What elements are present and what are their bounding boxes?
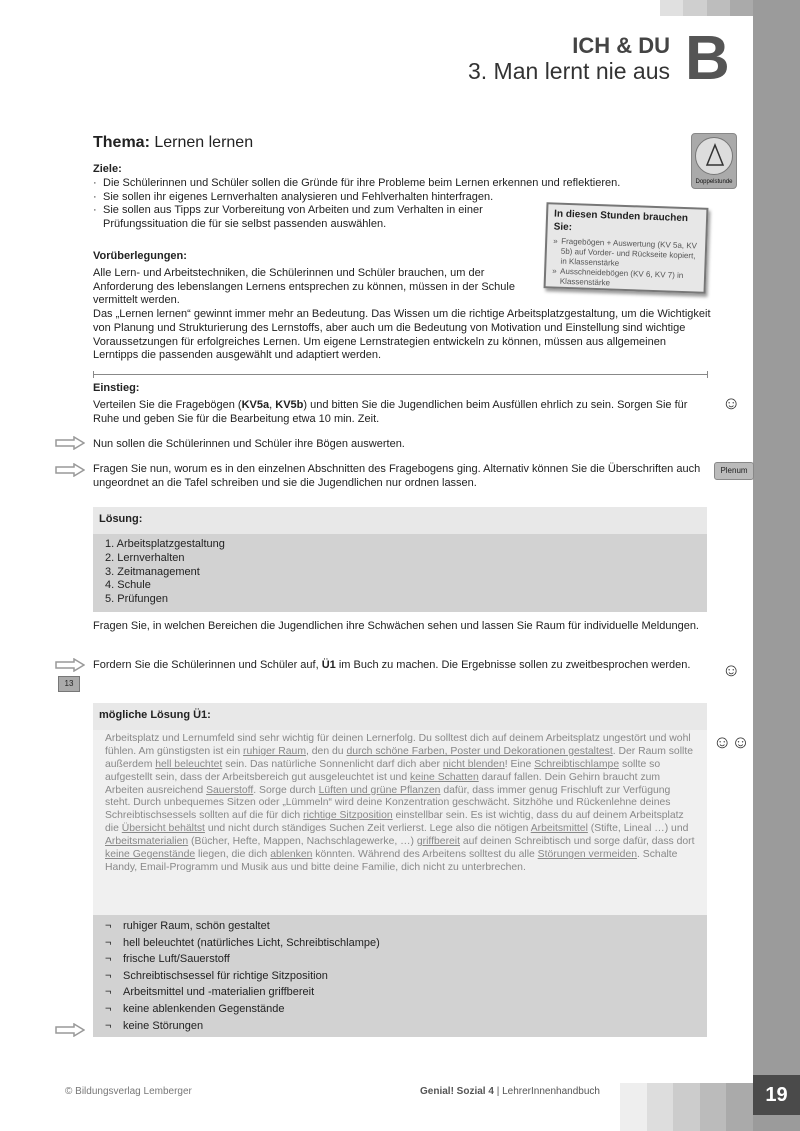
intro-section <box>93 382 713 426</box>
solution-keyword: Lüften und grüne Pflanzen <box>318 784 441 796</box>
solution-text-part: . Der Raum sollte außerdem <box>105 745 693 770</box>
plenum-badge: Plenum <box>714 462 754 480</box>
summary-item <box>105 1020 695 1037</box>
solution-keyword: richtige Sitzposition <box>303 810 393 822</box>
solution-text-part: . Sorge durch <box>253 784 319 796</box>
list-mark: ¬ <box>105 1002 112 1015</box>
solution-text-part: liegen, die dich <box>195 849 271 861</box>
solution-keyword: griffbereit <box>416 836 461 848</box>
solution-keyword: keine Schatten <box>409 771 479 783</box>
theme-heading <box>93 133 253 153</box>
list-mark: ¬ <box>105 1019 112 1032</box>
solution-text-part: dafür, dass immer genug Frischluft zur Verfügung steht. Durch unbequemes Sitzen oder „Lümmeln“ wird deine Konzentration geschwächt. Sitzhöhe und Rückenlehne deines Schreibtischsessels sollten auf die für dich <box>105 784 671 822</box>
note-title: In diesen Stunden brauchen Sie: <box>553 208 689 233</box>
side-bar <box>753 0 800 1131</box>
list-mark: ¬ <box>105 969 112 982</box>
prelim-text-2: Das „Lernen lernen“ gewinnt immer mehr an Bedeutung. Das Wissen um die richtige Arbeitsplatzgestaltung, um die Wichtigkeit von Planung und Strukturierung des Lernstoffs, aber auch um die Bedeutung von Motivation und Einstellung sind wichtige Voraussetzungen für erfolgreiches Lernen. Um eigene Lernstrategien entwickeln zu können, müssen aus allgemeinen Lerntipps die passenden ausgewählt und adaptiert werden. <box>93 308 711 362</box>
arrow-right-icon <box>55 436 85 450</box>
solution-keyword: hell beleuchtet <box>155 758 223 770</box>
solution-list <box>93 534 707 612</box>
list-mark: ¬ <box>105 986 112 999</box>
solution-item: 2. Lernverhalten <box>105 551 185 564</box>
solution-text-part: auf deinen Schreibtisch und sorge dafür, dass dort <box>460 836 695 848</box>
solution-text-part: . Schalte Handy, Email-Programm und Musik aus und bitte deine Familie, dich nicht zu unterbrechen. <box>105 849 678 873</box>
chapter-subtitle: 3. Man lernt nie aus <box>467 58 670 84</box>
theme-label: Thema: <box>93 134 150 151</box>
note-item: » Fragebögen + Auswertung (KV 5a, KV 5b) auf Vorder- und Rückseite kopiert, in Klassenstärke <box>552 236 699 271</box>
summary-item-text: hell beleuchtet (natürliches Licht, Schreibtischlampe) <box>123 936 380 949</box>
task-text-part: im Buch zu machen. Die Ergebnisse sollen zu zweitbesprochen werden. <box>335 659 691 671</box>
solution-keyword: Störungen vermeiden <box>537 849 638 861</box>
solution-item: 1. Arbeitsplatzgestaltung <box>105 538 225 550</box>
solution-item: 4. Schule <box>105 579 151 592</box>
theme-value: Lernen lernen <box>154 134 254 151</box>
summary-item-text: frische Luft/Sauerstoff <box>123 953 230 966</box>
arrow-right-icon <box>55 1023 85 1037</box>
bottom-color-strip <box>620 1083 753 1131</box>
top-color-strip <box>660 0 753 16</box>
solution-text-part: (Bücher, Hefte, Mappen, Nachschlagewerke, …) <box>188 836 417 848</box>
solution-keyword: nicht blenden <box>442 758 505 770</box>
goals-heading: Ziele: <box>93 163 122 175</box>
solution-text <box>93 730 707 915</box>
double-smiley-icon: ☺☺ <box>713 732 750 752</box>
solution-text-part: , den du <box>306 745 347 757</box>
arrow-right-icon <box>55 463 85 477</box>
smiley-icon: ☺ <box>722 393 741 413</box>
list-mark: ¬ <box>105 920 112 932</box>
exercise-ref: Ü1 <box>321 659 336 671</box>
copyright: © Bildungsverlag Lemberger <box>65 1086 192 1097</box>
task-text-part: Fordern Sie die Schülerinnen und Schüler auf, <box>93 659 322 671</box>
solution-text-part: darauf fallen. Dein Gehirn braucht zum Arbeiten ausreichend <box>105 771 661 796</box>
book-name: LehrerInnenhandbuch <box>502 1086 600 1097</box>
page-number: 19 <box>753 1075 800 1115</box>
solution-keyword: Arbeitsmaterialien <box>105 836 189 848</box>
intro-text-2: Nun sollen die Schülerinnen und Schüler ihre Bögen auswerten. <box>93 438 405 450</box>
summary-item-text: keine Störungen <box>123 1019 204 1032</box>
summary-item <box>105 953 695 970</box>
summary-item <box>105 970 695 987</box>
list-mark: ¬ <box>105 936 112 949</box>
solution-keyword: durch schöne Farben, Poster und Dekorationen gestaltest <box>346 745 613 757</box>
section-letter: B <box>685 24 730 93</box>
goal-item: · Sie sollen aus Tipps zur Vorbereitung von Arbeiten und zum Verhalten in einer Prüfungssituation die für sie selbst passenden auswählen. <box>93 204 533 232</box>
solution-text-part: könnten. Während des Arbeitens solltest du alle <box>312 849 538 861</box>
smiley-icon: ☺ <box>722 660 741 680</box>
solution-text-part: sein. Das natürliche Sonnenlicht darf dich aber <box>222 758 443 770</box>
summary-item-text: keine ablenkenden Gegenstände <box>123 1002 285 1015</box>
intro-text-part: , <box>269 398 276 411</box>
intro-heading: Einstieg: <box>93 382 140 394</box>
task-text <box>93 659 713 673</box>
weakness-text: Fragen Sie, in welchen Bereichen die Jugendlichen ihre Schwächen sehen und lassen Sie Raum für individuelle Meldungen. <box>93 620 699 632</box>
book-page-badge: 13 <box>58 676 80 692</box>
intro-text-1 <box>93 399 713 427</box>
solution-keyword: Schreibtischlampe <box>534 758 620 770</box>
goal-item: · Die Schülerinnen und Schüler sollen die Gründe für ihre Probleme beim Lernen erkennen und reflektieren. <box>93 177 713 191</box>
summary-item <box>105 1003 695 1020</box>
summary-item <box>105 986 695 1003</box>
summary-item-text: Arbeitsmittel und -materialien griffbereit <box>123 986 315 999</box>
prelim-text-1: Alle Lern- und Arbeitstechniken, die Schülerinnen und Schüler brauchen, um der Anforderung des lebenslangen Lernens entsprechen zu können, müssen in der Schule vermittelt werden. <box>93 266 515 307</box>
brand: Genial! <box>420 1086 454 1097</box>
arrow-right-icon <box>55 658 85 672</box>
kv5b-ref: KV5b <box>275 398 304 411</box>
intro-text-part: Verteilen Sie die Fragebögen ( <box>93 398 242 411</box>
solution-text-part: Arbeitsplatz und Lernumfeld sind sehr wichtig für deinen Lernerfolg. Du solltest dich auf deinem Arbeitsplatz ungestört und wohl fühlen. Am günstigsten ist ein <box>105 733 691 757</box>
solution-keyword: Arbeitsmittel <box>530 823 588 835</box>
prelim-heading: Vorüberlegungen: <box>93 250 187 262</box>
solution-heading: Lösung: <box>93 507 707 534</box>
summary-item-text: Schreibtischsessel für richtige Sitzposition <box>123 969 328 982</box>
section-divider <box>93 374 708 375</box>
clock-label: Doppelstunde <box>695 178 733 185</box>
chapter-title: ICH & DU <box>572 33 670 58</box>
solution-keyword: Sauerstoff <box>206 784 254 796</box>
solution-keyword: keine Gegenstände <box>105 849 196 861</box>
summary-item <box>105 937 695 954</box>
goal-item: · Sie sollen ihr eigenes Lernverhalten analysieren und Fehlverhalten hinterfragen. <box>93 191 533 205</box>
separator: | <box>493 1086 503 1097</box>
solution-keyword: Übersicht behältst <box>121 823 205 835</box>
intro-text-part: ) und bitten Sie die Jugendlichen beim Ausfüllen ehrlich zu sein. Sorgen Sie für Ruhe und geben Sie für die Bearbeitung etwa 10 min. Zeit. <box>93 398 688 425</box>
summary-item <box>105 920 695 937</box>
series: Sozial 4 <box>453 1086 494 1097</box>
solution-text-part: einstellbar sein. Es ist wichtig, dass du auf deinem Arbeitsplatz die <box>105 810 684 835</box>
intro-text-3: Fragen Sie nun, worum es in den einzelnen Abschnitten des Fragebogens ging. Alternativ können Sie die Überschriften auch ungeordnet an die Tafel schreiben und sie die Jugendlichen nur ordnen lassen. <box>93 463 701 489</box>
prelim-section <box>93 250 713 363</box>
possible-solution-heading: mögliche Lösung Ü1: <box>93 703 707 730</box>
solution-item: 5. Prüfungen <box>105 593 168 605</box>
solution-keyword: ablenken <box>270 849 313 861</box>
solution-item: 3. Zeitmanagement <box>105 565 200 578</box>
solution-text-part: und nicht durch ständiges Suchen Zeit verlierst. Lege also die nötigen <box>204 823 531 835</box>
summary-list <box>93 915 707 1037</box>
summary-item-text: ruhiger Raum, schön gestaltet <box>123 920 270 932</box>
solution-text-part: sollte so aufgestellt sein, dass der Arbeitsbereich gut ausgeleuchtet ist und <box>105 758 661 783</box>
kv5a-ref: KV5a <box>241 398 270 411</box>
book-title <box>420 1086 600 1099</box>
note-item: » Ausschneidebögen (KV 6, KV 7) in Klassenstärke <box>552 266 699 291</box>
solution-text-part: (Stifte, Lineal …) und <box>587 823 689 835</box>
list-mark: ¬ <box>105 953 112 966</box>
solution-text-part: ! Eine <box>504 758 535 770</box>
solution-keyword: ruhiger Raum <box>243 745 306 757</box>
